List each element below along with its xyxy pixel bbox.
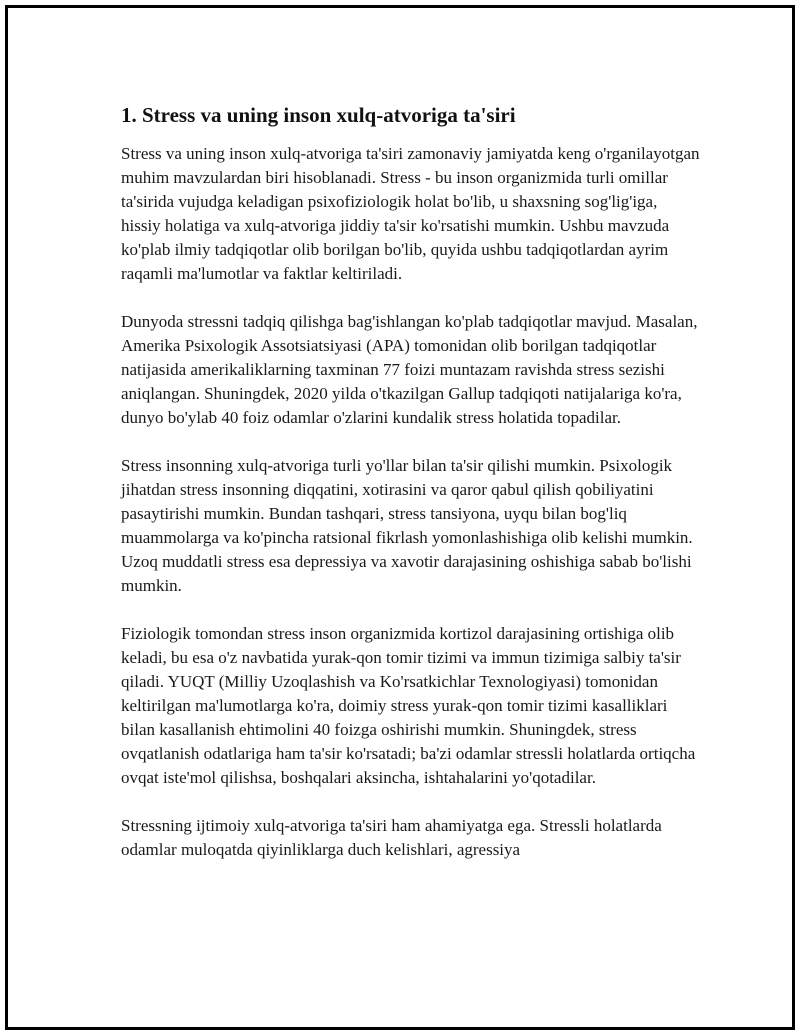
document-body bbox=[121, 101, 701, 886]
paragraph-physiological-effects: Fiziologik tomondan stress inson organizmida kortizol darajasining ortishiga olib keladi, bu esa o'z navbatida yurak-qon tomir tizimi va immun tizimiga salbiy ta'sir qiladi. YUQT (Milliy Uzoqlashish va Ko'rsatkichlar Texnologiyasi) tomonidan keltirilgan ma'lumotlarga ko'ra, doimiy stress yurak-qon tomir tizimi kasalliklari bilan kasallanish ehtimolini 40 foizga oshirishi mumkin. Shuningdek, stress ovqatlanish odatlariga ham ta'sir ko'rsatadi; ba'zi odamlar stressli holatlarda ortiqcha ovqat iste'mol qilishsa, boshqalari aksincha, ishtahalarini yo'qotadilar. bbox=[121, 624, 696, 787]
paragraph-research: Dunyoda stressni tadqiq qilishga bag'ishlangan ko'plab tadqiqotlar mavjud. Masalan, Amerika Psixologik Assotsiatsiyasi (APA) tomonidan olib borilgan tadqiqotlar natijasida amerikaliklarning taxminan 77 foizi muntazam ravishda stress sezishi aniqlangan. Shuningdek, 2020 yilda o'tkazilgan Gallup tadqiqoti natijalariga ko'ra, dunyo bo'ylab 40 foiz odamlar o'zlarini kundalik stress holatida topadilar. bbox=[121, 312, 698, 427]
section-heading: 1. Stress va uning inson xulq-atvoriga ta'siri bbox=[121, 103, 516, 127]
paragraph-intro: Stress va uning inson xulq-atvoriga ta'siri zamonaviy jamiyatda keng o'rganilayotgan muhim mavzulardan biri hisoblanadi. Stress - bu inson organizmida turli omillar ta'sirida vujudga keladigan psixofiziologik holat bo'lib, u shaxsning sog'lig'iga, hissiy holatiga va xulq-atvoriga jiddiy ta'sir ko'rsatishi mumkin. Ushbu mavzuda ko'plab ilmiy tadqiqotlar olib borilgan bo'lib, quyida ushbu tadqiqotlardan ayrim raqamli ma'lumotlar va faktlar keltiriladi. bbox=[121, 144, 700, 283]
paragraph-social-effects: Stressning ijtimoiy xulq-atvoriga ta'siri ham ahamiyatga ega. Stressli holatlarda odamlar muloqatda qiyinliklarga duch kelishlari, agressiya bbox=[121, 816, 662, 859]
paragraph-psychological-effects: Stress insonning xulq-atvoriga turli yo'llar bilan ta'sir qilishi mumkin. Psixologik jihatdan stress insonning diqqatini, xotirasini va qaror qabul qilish qobiliyatini pasaytirishi mumkin. Bundan tashqari, stress tansiyona, uyqu bilan bog'liq muammolarga va ko'pincha ratsional fikrlash yomonlashishiga olib kelishi mumkin. Uzoq muddatli stress esa depressiya va xavotir darajasining oshishiga sabab bo'lishi mumkin. bbox=[121, 456, 693, 595]
page-frame bbox=[5, 5, 795, 1030]
